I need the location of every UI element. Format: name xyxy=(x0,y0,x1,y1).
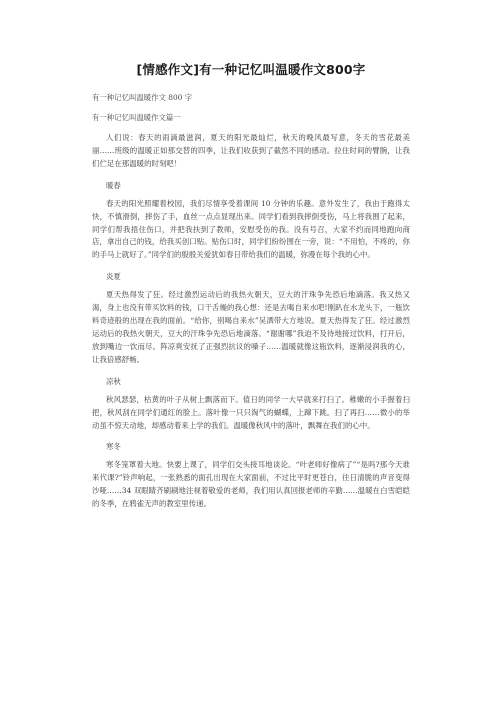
document-page xyxy=(0,60,502,709)
article-label: 有一种记忆叫温暖作文篇一 xyxy=(92,113,181,122)
section-heading-autumn: 凉秋 xyxy=(106,376,121,386)
section-paragraph-summer: 夏天热得发了狂。经过激烈运动后的我热火朝天，豆大的汗珠争先恐后地滴落。我又热又渴，身上也没有带买饮料的钱，口干舌燥的我心想：还是去喝自来水吧!刚趴在水龙头下，一瓶饮料奇迹般的出现在我的面前。“给你，别喝自来水”吴洒带大方地说。夏天热得发了狂。经过激烈运动后的我热火朝天，豆大的汗珠争先恐后地滴落。“谢谢哪”我迫不及待地接过饮料，打开后，放到嘴边一饮而尽。阵凉爽安抚了正强烈抗议的嗓子……温暖就像这瓶饮料，逐渐浸润我的心，让我倍感舒畅。 xyxy=(92,290,410,364)
document-subtitle: 有一种记忆叫温暖作文 800 字 xyxy=(92,93,193,102)
section-heading-summer: 炎夏 xyxy=(106,272,121,282)
section-paragraph-autumn: 秋风瑟瑟，枯黄的叶子从树上飘落而下。值日的同学一大早就来打扫了。稚嫩的小手握着扫把，秋风刮在同学们通红的脸上。落叶像一只只淘气的蝴蝶，上蹿下跳。扫了再扫……微小的举动虽不惊天动地，却感动着来上学的我们。温暖像秋风中的落叶，飘舞在我们的心中。 xyxy=(92,394,410,430)
section-paragraph-spring: 春天的阳光照耀着校园，我们尽情享受着课间 10 分钟的乐趣。意外发生了，我由于跑得太快，不慎滑倒，摔伤了手，血丝一点点显现出来。同学们看到我摔倒受伤，马上将我围了起来，同学们帮我捂住伤口，并把我扶到了教师，安慰受伤的我。没有号召，大家不约而同地跑向商店，拿出自己的钱，给我买创口贴。贴伤口时，同学们纷纷围在一旁，说：“不用怕，不疼的，你的手马上就好了。”同学们的殷殷关爱犹如春日带给我们的温暖，弥漫在每个我的心中。 xyxy=(92,198,410,260)
document-title: [情感作文]有一种记忆叫温暖作文800字 xyxy=(136,62,366,77)
intro-paragraph: 人们说：春天的雨滴最滋润，夏天的阳光最灿烂，秋天的晚风最写意，冬天的雪花最美丽……班级的温暖正如那交替的四季，让我们收获到了截然不同的感动。拉住时间的臂腕，让我们伫足在那温暖的时刻吧！ xyxy=(92,133,410,168)
section-heading-spring: 暖春 xyxy=(106,180,121,190)
section-heading-winter: 寒冬 xyxy=(106,442,121,452)
section-paragraph-winter: 寒冬笼罩着大地。快要上课了，同学们交头接耳地谈论。“叶老师好像病了”“是吗?那今天谁来代课?”铃声响起，一张熟悉的面孔出现在大家面前，不过比平时更苍白，往日清脆的声音变得沙哑……34 双眼睛齐刷刷地注视着敬爱的老师，我们用认真回报老师的辛勤……温暖在白雪皑皑的冬季，在鸦雀无声的教室里传递。 xyxy=(92,460,410,509)
